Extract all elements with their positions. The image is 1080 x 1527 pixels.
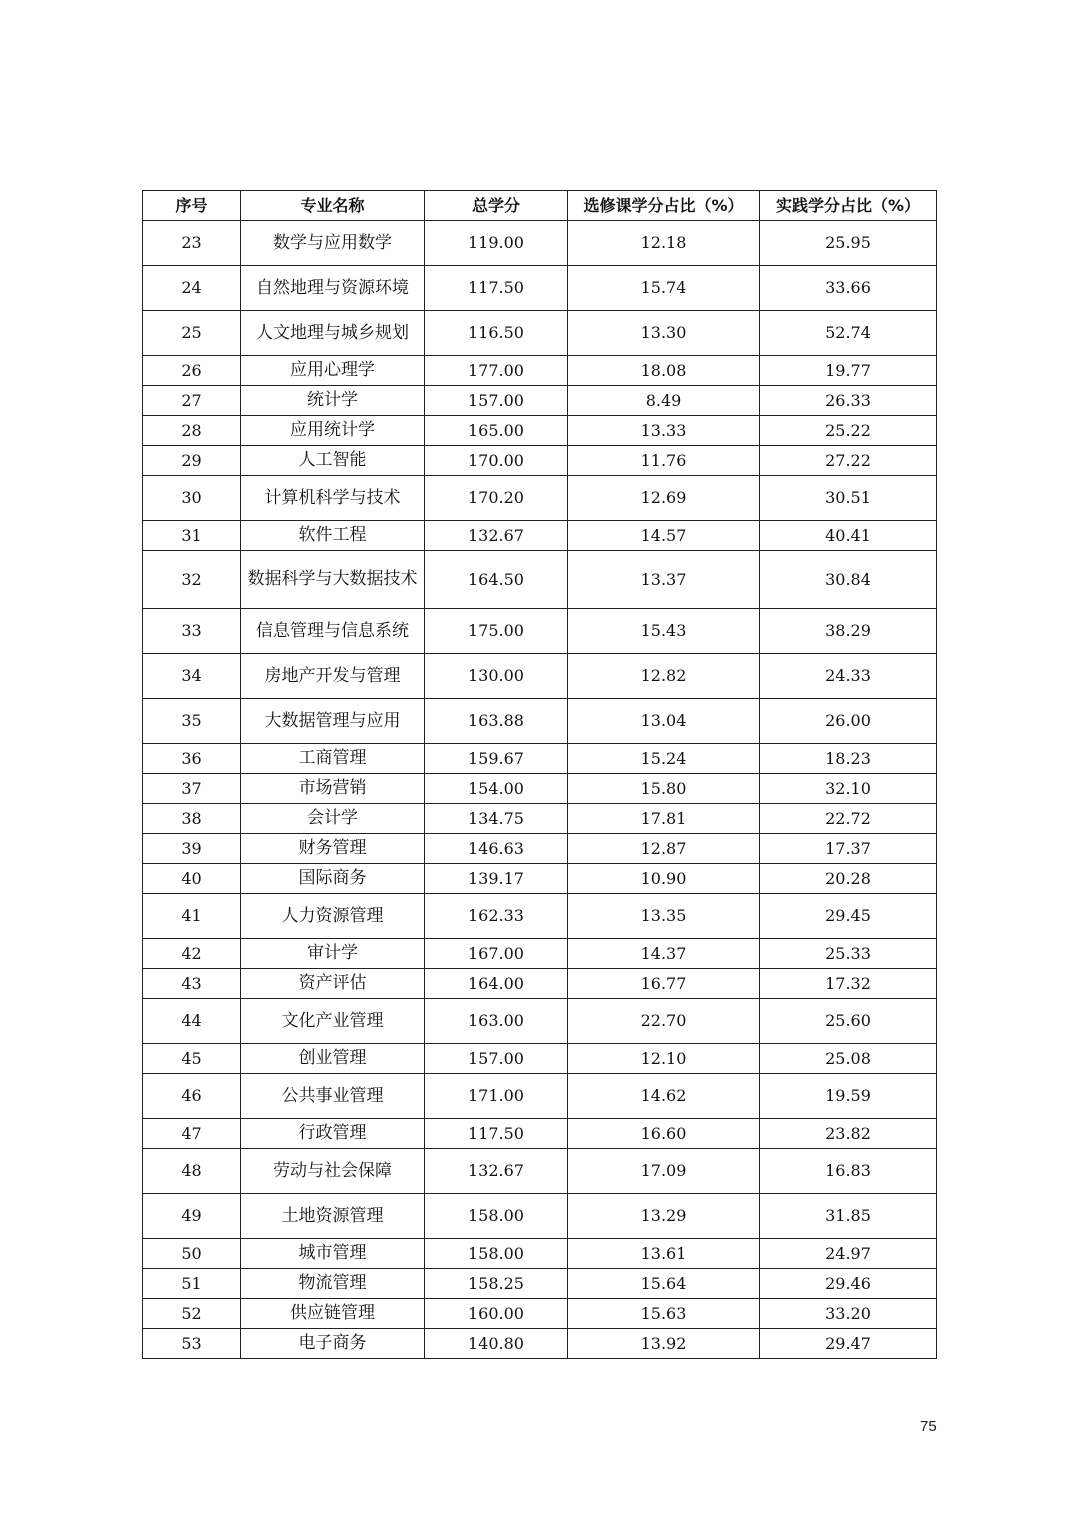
cell-elective-ratio: 17.09 [568, 1149, 760, 1194]
cell-elective-ratio: 12.82 [568, 654, 760, 699]
cell-major-name: 土地资源管理 [241, 1194, 425, 1239]
cell-serial-number: 49 [143, 1194, 241, 1239]
cell-total-credits: 163.88 [425, 699, 568, 744]
cell-major-name: 物流管理 [241, 1269, 425, 1299]
header-practice-ratio: 实践学分占比（%） [760, 191, 937, 221]
cell-practice-ratio: 38.29 [760, 609, 937, 654]
cell-total-credits: 167.00 [425, 939, 568, 969]
table-row [143, 416, 937, 446]
table-body [143, 221, 937, 1359]
cell-total-credits: 159.67 [425, 744, 568, 774]
cell-total-credits: 177.00 [425, 356, 568, 386]
cell-practice-ratio: 32.10 [760, 774, 937, 804]
cell-elective-ratio: 16.60 [568, 1119, 760, 1149]
table-row [143, 1149, 937, 1194]
cell-major-name: 城市管理 [241, 1239, 425, 1269]
table-row [143, 864, 937, 894]
cell-elective-ratio: 15.64 [568, 1269, 760, 1299]
cell-total-credits: 157.00 [425, 386, 568, 416]
cell-elective-ratio: 13.61 [568, 1239, 760, 1269]
header-elective-ratio: 选修课学分占比（%） [568, 191, 760, 221]
table-row [143, 894, 937, 939]
table-row [143, 1239, 937, 1269]
cell-practice-ratio: 52.74 [760, 311, 937, 356]
cell-elective-ratio: 15.74 [568, 266, 760, 311]
cell-elective-ratio: 16.77 [568, 969, 760, 999]
cell-practice-ratio: 29.45 [760, 894, 937, 939]
cell-serial-number: 48 [143, 1149, 241, 1194]
cell-major-name: 供应链管理 [241, 1299, 425, 1329]
cell-serial-number: 42 [143, 939, 241, 969]
cell-serial-number: 28 [143, 416, 241, 446]
cell-practice-ratio: 29.46 [760, 1269, 937, 1299]
cell-major-name: 审计学 [241, 939, 425, 969]
cell-serial-number: 38 [143, 804, 241, 834]
cell-practice-ratio: 25.08 [760, 1044, 937, 1074]
cell-practice-ratio: 19.77 [760, 356, 937, 386]
cell-serial-number: 51 [143, 1269, 241, 1299]
cell-practice-ratio: 24.33 [760, 654, 937, 699]
cell-practice-ratio: 25.95 [760, 221, 937, 266]
cell-total-credits: 154.00 [425, 774, 568, 804]
cell-practice-ratio: 30.84 [760, 551, 937, 609]
table-row [143, 744, 937, 774]
cell-total-credits: 158.00 [425, 1239, 568, 1269]
table-row [143, 386, 937, 416]
cell-practice-ratio: 25.22 [760, 416, 937, 446]
cell-major-name: 软件工程 [241, 521, 425, 551]
cell-major-name: 劳动与社会保障 [241, 1149, 425, 1194]
cell-elective-ratio: 15.80 [568, 774, 760, 804]
cell-major-name: 资产评估 [241, 969, 425, 999]
cell-elective-ratio: 13.33 [568, 416, 760, 446]
page-number: 75 [920, 1418, 937, 1435]
cell-total-credits: 132.67 [425, 1149, 568, 1194]
cell-total-credits: 165.00 [425, 416, 568, 446]
cell-practice-ratio: 17.37 [760, 834, 937, 864]
cell-total-credits: 175.00 [425, 609, 568, 654]
table-row [143, 1329, 937, 1359]
table-row [143, 804, 937, 834]
cell-total-credits: 164.00 [425, 969, 568, 999]
cell-serial-number: 52 [143, 1299, 241, 1329]
cell-total-credits: 140.80 [425, 1329, 568, 1359]
cell-serial-number: 34 [143, 654, 241, 699]
cell-elective-ratio: 13.37 [568, 551, 760, 609]
cell-elective-ratio: 14.37 [568, 939, 760, 969]
cell-elective-ratio: 12.87 [568, 834, 760, 864]
cell-major-name: 人工智能 [241, 446, 425, 476]
cell-total-credits: 157.00 [425, 1044, 568, 1074]
cell-total-credits: 117.50 [425, 1119, 568, 1149]
cell-elective-ratio: 13.29 [568, 1194, 760, 1239]
cell-serial-number: 33 [143, 609, 241, 654]
cell-serial-number: 46 [143, 1074, 241, 1119]
cell-serial-number: 36 [143, 744, 241, 774]
cell-total-credits: 158.00 [425, 1194, 568, 1239]
table-row [143, 609, 937, 654]
cell-practice-ratio: 20.28 [760, 864, 937, 894]
table-row [143, 476, 937, 521]
cell-major-name: 电子商务 [241, 1329, 425, 1359]
cell-major-name: 计算机科学与技术 [241, 476, 425, 521]
cell-elective-ratio: 18.08 [568, 356, 760, 386]
cell-major-name: 数学与应用数学 [241, 221, 425, 266]
cell-major-name: 人文地理与城乡规划 [241, 311, 425, 356]
table-row [143, 446, 937, 476]
cell-practice-ratio: 19.59 [760, 1074, 937, 1119]
cell-elective-ratio: 15.63 [568, 1299, 760, 1329]
cell-elective-ratio: 13.30 [568, 311, 760, 356]
cell-major-name: 自然地理与资源环境 [241, 266, 425, 311]
cell-elective-ratio: 10.90 [568, 864, 760, 894]
cell-serial-number: 37 [143, 774, 241, 804]
cell-major-name: 数据科学与大数据技术 [241, 551, 425, 609]
cell-serial-number: 23 [143, 221, 241, 266]
table-row [143, 551, 937, 609]
cell-elective-ratio: 14.62 [568, 1074, 760, 1119]
cell-total-credits: 119.00 [425, 221, 568, 266]
cell-elective-ratio: 12.10 [568, 1044, 760, 1074]
cell-total-credits: 170.20 [425, 476, 568, 521]
cell-serial-number: 31 [143, 521, 241, 551]
cell-elective-ratio: 12.18 [568, 221, 760, 266]
cell-practice-ratio: 31.85 [760, 1194, 937, 1239]
cell-serial-number: 47 [143, 1119, 241, 1149]
header-serial-number: 序号 [143, 191, 241, 221]
cell-serial-number: 41 [143, 894, 241, 939]
cell-practice-ratio: 27.22 [760, 446, 937, 476]
header-major-name: 专业名称 [241, 191, 425, 221]
cell-total-credits: 132.67 [425, 521, 568, 551]
cell-total-credits: 170.00 [425, 446, 568, 476]
cell-major-name: 创业管理 [241, 1044, 425, 1074]
cell-total-credits: 146.63 [425, 834, 568, 864]
cell-major-name: 工商管理 [241, 744, 425, 774]
table-header-row [143, 191, 937, 221]
cell-serial-number: 44 [143, 999, 241, 1044]
table-row [143, 939, 937, 969]
cell-major-name: 人力资源管理 [241, 894, 425, 939]
cell-elective-ratio: 15.24 [568, 744, 760, 774]
cell-major-name: 文化产业管理 [241, 999, 425, 1044]
cell-elective-ratio: 17.81 [568, 804, 760, 834]
cell-major-name: 大数据管理与应用 [241, 699, 425, 744]
cell-practice-ratio: 22.72 [760, 804, 937, 834]
cell-practice-ratio: 16.83 [760, 1149, 937, 1194]
table-row [143, 774, 937, 804]
cell-major-name: 市场营销 [241, 774, 425, 804]
cell-serial-number: 30 [143, 476, 241, 521]
cell-serial-number: 29 [143, 446, 241, 476]
cell-total-credits: 171.00 [425, 1074, 568, 1119]
cell-serial-number: 45 [143, 1044, 241, 1074]
table-row [143, 1269, 937, 1299]
cell-elective-ratio: 13.04 [568, 699, 760, 744]
table-row [143, 1074, 937, 1119]
cell-total-credits: 117.50 [425, 266, 568, 311]
cell-practice-ratio: 24.97 [760, 1239, 937, 1269]
cell-major-name: 财务管理 [241, 834, 425, 864]
cell-serial-number: 53 [143, 1329, 241, 1359]
cell-practice-ratio: 26.33 [760, 386, 937, 416]
cell-elective-ratio: 22.70 [568, 999, 760, 1044]
cell-practice-ratio: 18.23 [760, 744, 937, 774]
cell-elective-ratio: 13.35 [568, 894, 760, 939]
cell-major-name: 应用统计学 [241, 416, 425, 446]
table-row [143, 834, 937, 864]
table-row [143, 356, 937, 386]
table-row [143, 311, 937, 356]
table-row [143, 1299, 937, 1329]
cell-elective-ratio: 15.43 [568, 609, 760, 654]
cell-major-name: 房地产开发与管理 [241, 654, 425, 699]
credits-table [142, 190, 937, 1359]
cell-serial-number: 50 [143, 1239, 241, 1269]
cell-total-credits: 134.75 [425, 804, 568, 834]
table-row [143, 1119, 937, 1149]
cell-elective-ratio: 13.92 [568, 1329, 760, 1359]
cell-total-credits: 162.33 [425, 894, 568, 939]
table-row [143, 999, 937, 1044]
cell-total-credits: 160.00 [425, 1299, 568, 1329]
cell-major-name: 信息管理与信息系统 [241, 609, 425, 654]
cell-practice-ratio: 26.00 [760, 699, 937, 744]
cell-major-name: 国际商务 [241, 864, 425, 894]
cell-practice-ratio: 25.60 [760, 999, 937, 1044]
cell-major-name: 公共事业管理 [241, 1074, 425, 1119]
table-row [143, 699, 937, 744]
cell-major-name: 行政管理 [241, 1119, 425, 1149]
cell-elective-ratio: 11.76 [568, 446, 760, 476]
table-row [143, 1044, 937, 1074]
cell-total-credits: 163.00 [425, 999, 568, 1044]
cell-practice-ratio: 33.66 [760, 266, 937, 311]
cell-practice-ratio: 30.51 [760, 476, 937, 521]
table-row [143, 969, 937, 999]
cell-practice-ratio: 17.32 [760, 969, 937, 999]
cell-practice-ratio: 40.41 [760, 521, 937, 551]
cell-serial-number: 35 [143, 699, 241, 744]
cell-practice-ratio: 23.82 [760, 1119, 937, 1149]
table-row [143, 654, 937, 699]
cell-total-credits: 130.00 [425, 654, 568, 699]
cell-serial-number: 24 [143, 266, 241, 311]
cell-total-credits: 158.25 [425, 1269, 568, 1299]
cell-total-credits: 139.17 [425, 864, 568, 894]
cell-major-name: 应用心理学 [241, 356, 425, 386]
cell-serial-number: 25 [143, 311, 241, 356]
cell-elective-ratio: 14.57 [568, 521, 760, 551]
cell-major-name: 统计学 [241, 386, 425, 416]
table-row [143, 266, 937, 311]
header-total-credits: 总学分 [425, 191, 568, 221]
table-row [143, 221, 937, 266]
cell-serial-number: 40 [143, 864, 241, 894]
cell-major-name: 会计学 [241, 804, 425, 834]
cell-serial-number: 32 [143, 551, 241, 609]
table-row [143, 521, 937, 551]
cell-elective-ratio: 12.69 [568, 476, 760, 521]
cell-practice-ratio: 29.47 [760, 1329, 937, 1359]
cell-serial-number: 27 [143, 386, 241, 416]
cell-practice-ratio: 25.33 [760, 939, 937, 969]
cell-serial-number: 26 [143, 356, 241, 386]
cell-serial-number: 39 [143, 834, 241, 864]
cell-serial-number: 43 [143, 969, 241, 999]
cell-total-credits: 116.50 [425, 311, 568, 356]
table-row [143, 1194, 937, 1239]
cell-elective-ratio: 8.49 [568, 386, 760, 416]
cell-total-credits: 164.50 [425, 551, 568, 609]
cell-practice-ratio: 33.20 [760, 1299, 937, 1329]
